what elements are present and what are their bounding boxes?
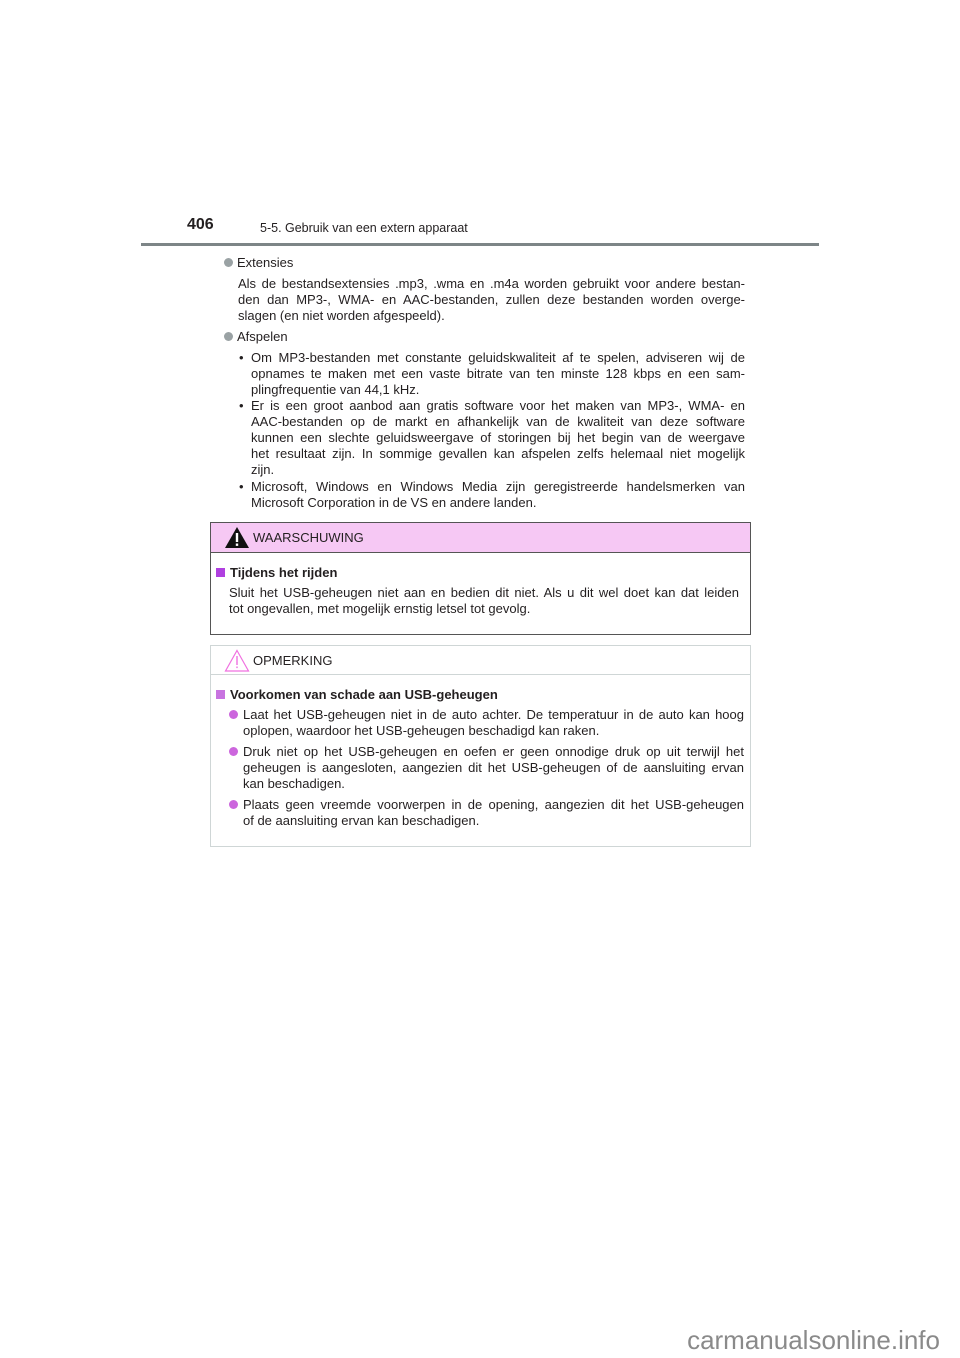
bullet-dot: • xyxy=(239,350,244,365)
warning-label: WAARSCHUWING xyxy=(253,530,364,545)
bullet-line: Microsoft Corporation in de VS en andere landen. xyxy=(251,495,537,510)
heading-text: Voorkomen van schade aan USB-geheugen xyxy=(230,687,498,702)
note-line: Plaats geen vreemde voorwerpen in de opening, aangezien dit het USB-geheugen xyxy=(243,797,744,812)
heading-text: Extensies xyxy=(237,255,294,270)
bullet-line: Microsoft, Windows en Windows Media zijn geregistreerde handelsmerken van xyxy=(251,479,745,494)
warning-header xyxy=(211,523,750,553)
afspelen-heading xyxy=(224,329,288,345)
watermark: carmanualsonline.info xyxy=(687,1325,940,1355)
note-line: Laat het USB-geheugen niet in de auto achter. De temperatuur in de auto kan hoog xyxy=(243,707,744,722)
square-bullet-icon xyxy=(216,690,225,699)
bullet-dot xyxy=(229,797,242,813)
bullet-line: Er is een groot aanbod aan gratis software voor het maken van MP3-, WMA- en xyxy=(251,398,745,413)
section-title: 5-5. Gebruik van een extern apparaat xyxy=(260,221,468,235)
bullet-icon xyxy=(224,258,233,267)
note-line: oplopen, waardoor het USB-geheugen beschadigd kan raken. xyxy=(243,723,600,738)
page-number: 406 xyxy=(187,216,214,233)
warning-box xyxy=(210,522,751,635)
bullet-dot xyxy=(229,744,242,760)
bullet-line: Om MP3-bestanden met constante geluidskwaliteit af te spelen, adviseren wij de xyxy=(251,350,745,365)
heading-text: Afspelen xyxy=(237,329,288,344)
square-bullet-icon xyxy=(216,568,225,577)
heading-text: Tijdens het rijden xyxy=(230,565,338,580)
header-rule xyxy=(141,243,819,246)
bullet-line: kunnen een slechte geluidsweergave of storingen bij het begin van de weergave xyxy=(251,430,745,445)
warning-line: tot ongevallen, met mogelijk ernstig letsel tot gevolg. xyxy=(229,601,531,616)
warning-triangle-icon xyxy=(224,526,250,549)
paragraph-line: den dan MP3-, WMA- en AAC-bestanden, zullen deze bestanden worden overge- xyxy=(238,292,745,307)
bullet-line: plingfrequentie van 44,1 kHz. xyxy=(251,382,420,397)
note-line: Druk niet op het USB-geheugen en oefen er geen onnodige druk op uit terwijl het xyxy=(243,744,744,759)
bullet-dot xyxy=(229,707,242,723)
bullet-line: zijn. xyxy=(251,462,275,477)
extensies-heading xyxy=(224,255,293,271)
paragraph-line: Als de bestandsextensies .mp3, .wma en .m4a worden gebruikt voor andere bestan- xyxy=(238,276,745,291)
warning-heading xyxy=(216,565,337,581)
note-line: of de aansluiting ervan kan beschadigen. xyxy=(243,813,480,828)
bullet-line: het resultaat zijn. In sommige gevallen kan afspelen zelfs helemaal niet mogelijk xyxy=(251,446,745,461)
bullet-icon xyxy=(229,710,238,719)
bullet-icon xyxy=(224,332,233,341)
bullet-icon xyxy=(229,800,238,809)
paragraph-line: slagen (en niet worden afgespeeld). xyxy=(238,308,445,323)
note-heading xyxy=(216,687,498,703)
bullet-dot: • xyxy=(239,398,244,413)
note-line: geheugen is aangesloten, aangezien dit het USB-geheugen of de aansluiting ervan xyxy=(243,760,744,775)
note-label: OPMERKING xyxy=(253,653,333,668)
bullet-icon xyxy=(229,747,238,756)
bullet-line: opnames te maken met een vaste bitrate van ten minste 128 kbps en een sam- xyxy=(251,366,745,381)
note-line: kan beschadigen. xyxy=(243,776,345,791)
bullet-line: AAC-bestanden op de markt en afhankelijk van de kwaliteit van deze software xyxy=(251,414,745,429)
note-header xyxy=(211,646,750,675)
warning-line: Sluit het USB-geheugen niet aan en bedien dit niet. Als u dit wel doet kan dat leiden xyxy=(229,585,739,600)
caution-triangle-icon xyxy=(224,649,250,672)
note-box xyxy=(210,645,751,847)
bullet-dot: • xyxy=(239,479,244,494)
